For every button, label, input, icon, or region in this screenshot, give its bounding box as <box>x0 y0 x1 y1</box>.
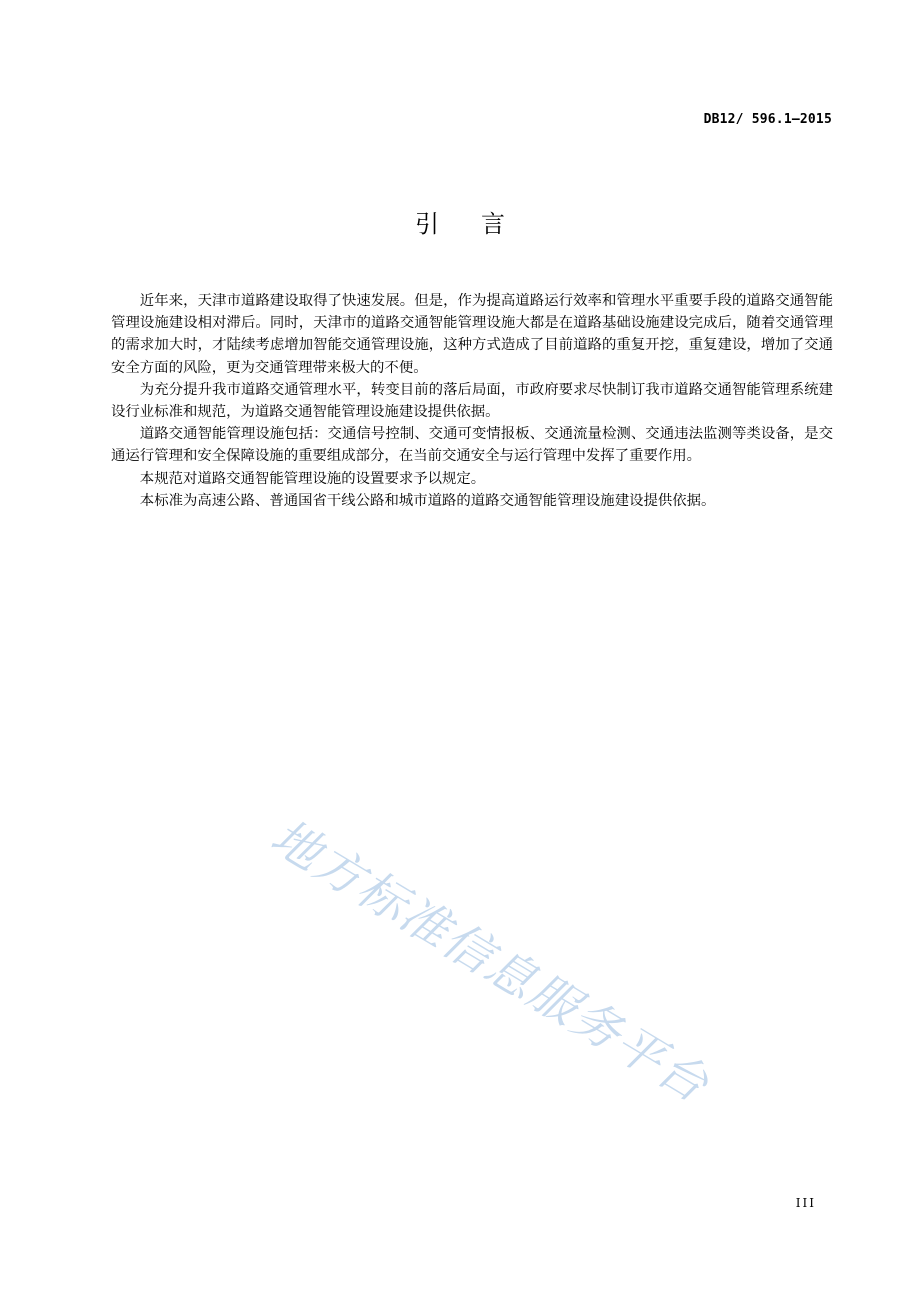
watermark-text: 地方标准信息服务平台 <box>261 808 719 1115</box>
paragraph-5: 本标准为高速公路、普通国省干线公路和城市道路的道路交通智能管理设施建设提供依据。 <box>139 492 716 509</box>
body-text <box>111 290 833 512</box>
page-number: III <box>795 1196 816 1210</box>
paragraph-4: 本规范对道路交通智能管理设施的设置要求予以规定。 <box>139 470 486 487</box>
paragraph-1: 近年来，天津市道路建设取得了快速发展。但是，作为提高道路运行效率和管理水平重要手段的道路交通智能管理设施建设相对滞后。同时，天津市的道路交通智能管理设施大都是在道路基础设施建设完成后，随着交通管理的需求加大时，才陆续考虑增加智能交通管理设施，这种方式造成了目前道路的重复开挖，重复建设，增加了交通安全方面的风险，更为交通管理带来极大的不便。 <box>111 293 833 376</box>
page-title: 引言 <box>415 210 547 238</box>
paragraph-3: 道路交通智能管理设施包括：交通信号控制、交通可变情报板、交通流量检测、交通违法监测等类设备，是交通运行管理和安全保障设施的重要组成部分，在当前交通安全与运行管理中发挥了重要作用。 <box>111 426 833 465</box>
standard-code: DB12/ 596.1—2015 <box>703 112 832 127</box>
paragraph-2: 为充分提升我市道路交通管理水平，转变目前的落后局面，市政府要求尽快制订我市道路交通智能管理系统建设行业标准和规范，为道路交通智能管理设施建设提供依据。 <box>111 381 833 421</box>
